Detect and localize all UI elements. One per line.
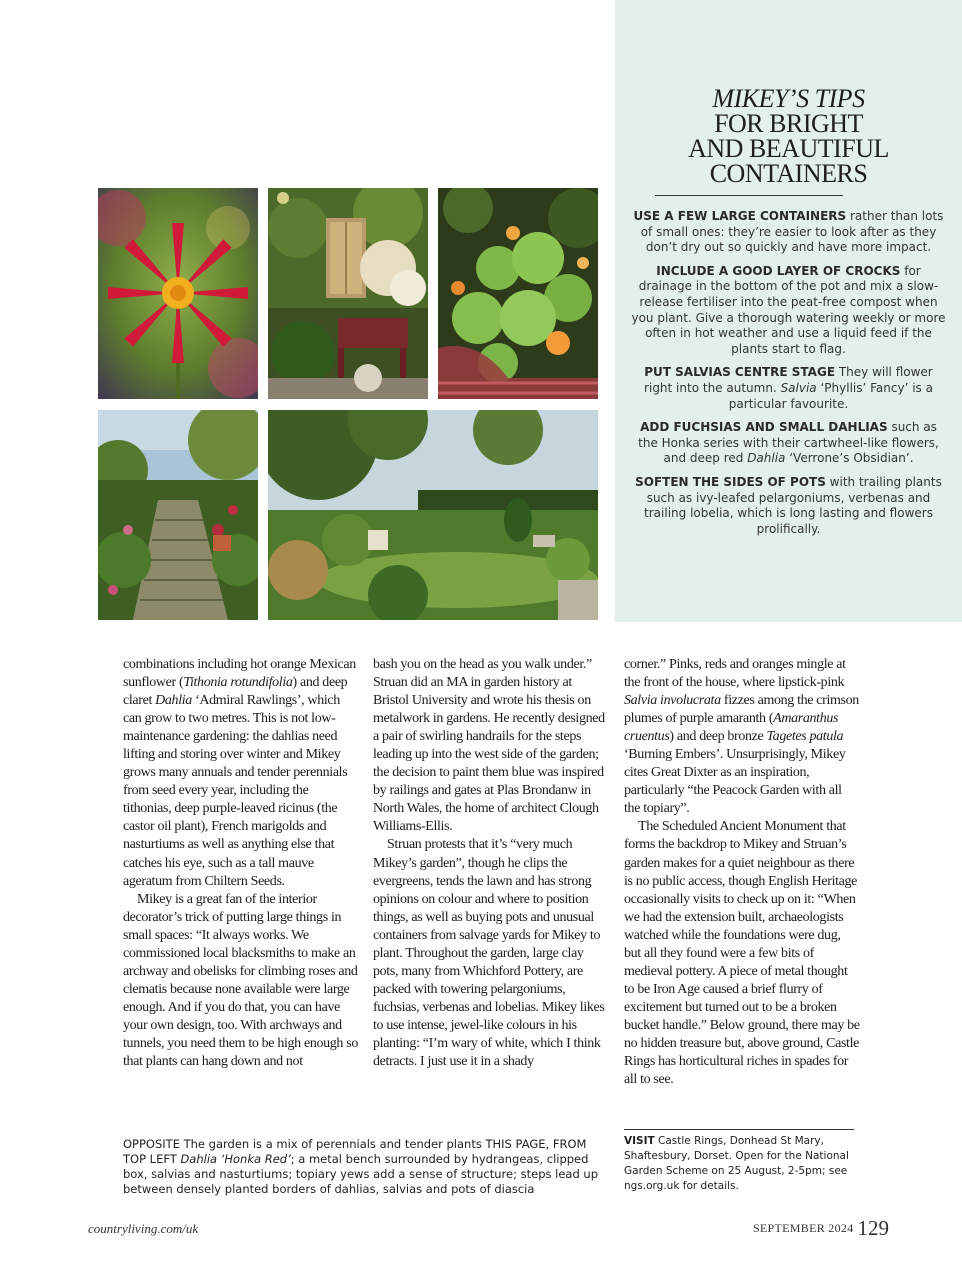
tip-text: such as the Honka series with their cartwheel-like flowers, and deep red	[638, 420, 939, 466]
photo-garden-lawn	[268, 410, 598, 620]
footer-website[interactable]: countryliving.com/uk	[88, 1221, 199, 1236]
caption-text: ; a metal bench surrounded by hydrangeas, clipped box, salvias and nasturtiums; topiary yews add a sense of structure; steps lead up between densely planted borders of dahlias, salvias and pots of diascia	[123, 1152, 599, 1196]
tips-title-line2: FOR BRIGHT	[714, 109, 863, 138]
caption-text: OPPOSITE The garden is a mix of perennials and tender plants THIS PAGE, FROM TOP LEFT	[123, 1137, 587, 1166]
tip-item	[631, 264, 946, 358]
photo-dahlia-honka-red	[98, 188, 258, 399]
text-italic: Tagetes patula	[766, 729, 844, 745]
photo-metal-bench	[268, 188, 428, 399]
tip-italic: Salvia	[780, 380, 817, 395]
tip-item	[631, 209, 946, 256]
caption-italic: Dahlia ‘Honka Red’	[180, 1152, 291, 1166]
tips-title	[615, 86, 962, 186]
text-run: combinations including hot orange Mexican sunflower (	[123, 657, 356, 691]
tip-text: ‘Verrone’s Obsidian’.	[785, 451, 914, 466]
text-italic: Amaranthus cruentus	[624, 711, 839, 745]
article-paragraph: bash you on the head as you walk under.” Struan did an MA in garden history at Bristol University and wrote his thesis on metalwork in gardens. He recently designed a pair of swirling handrails for the steps leading up into the west side of the garden; the decision to paint them blue was inspired by railings and gates at Plas Brondanw in North Wales, the home of architect Clough Williams-Ellis.	[373, 657, 605, 835]
tips-list	[631, 209, 946, 545]
tip-text: with trailing plants such as ivy-leafed pelargoniums, verbenas and trailing lobelia, which is long lasting and flowers prolifically.	[644, 474, 942, 536]
tip-item	[631, 365, 946, 412]
tip-heading: USE A FEW LARGE CONTAINERS	[633, 209, 847, 223]
tip-heading: ADD FUCHSIAS AND SMALL DAHLIAS	[640, 420, 888, 435]
tips-divider	[655, 195, 843, 196]
article-paragraph: Mikey is a great fan of the interior decorator’s trick of putting large things in small spaces: “It always works. We commissioned local blacksmiths to make an archway and obelisks for climbing roses and clematis because none available were large enough. And if you do that, you can have your own design, too. With archways and tunnels, you need them to be high enough so that plants can hang down and not	[123, 891, 358, 1070]
visit-divider	[624, 1129, 854, 1130]
text-run: ‘Admiral Rawlings’, which can grow to two metres. This is not low-maintenance gardening: the dahlias need lifting and storing over winter and Mikey grows many annuals and tender perennials from seed every year, including the tithonias, deep purple-leaved ricinus (the castor oil plant), French marigolds and nasturtiums as well as anything else that catches his eye, such as a tall mauve ageratum from Chiltern Seeds.	[123, 693, 348, 889]
text-run: ) and deep bronze	[669, 729, 767, 745]
text-run: ) and deep claret	[123, 675, 348, 709]
tip-text: They will flower right into the autumn.	[644, 365, 933, 395]
tips-title-line1: MIKEY’S TIPS	[712, 84, 865, 113]
tips-sidebar	[615, 0, 962, 622]
article-column-1	[123, 656, 359, 1071]
article-paragraph: Struan protests that it’s “very much Mikey’s garden”, though he clips the evergreens, tends the lawn and has strong opinions on colour and where to position things, as well as buying pots and unusual containers from salvage yards for Mikey to plant. Throughout the garden, large clay pots, many from Whichford Pottery, are packed with towering pelargoniums, fuchsias, verbenas and lobelias. Mikey likes to use intense, jewel-like colours in his planting: “I’m wary of white, which I think detracts. I just use it in a shady	[373, 837, 605, 1070]
tip-text: for drainage in the bottom of the pot and mix a slow-release fertiliser into the peat-free compost when you plant. Give a thorough watering weekly or more often in hot weather and use a liquid feed if the plants start to flag.	[631, 263, 946, 356]
article-paragraph: The Scheduled Ancient Monument that forms the backdrop to Mikey and Struan’s garden makes for a quiet neighbour as there is no public access, though English Heritage occasionally visits to check up on it: “When we had the extension built, archaeologists watched while the foundations were dug, but all they found were a few bits of medieval pottery. A piece of metal thought to be Iron Age caused a brief flurry of excitement but turned out to be a broken bucket handle.” Below ground, there may be no hidden treasure but, above ground, Castle Rings has horticultural riches in spades for all to see.	[624, 819, 860, 1088]
tip-text: rather than lots of small ones: they’re easier to look after as they don’t dry out so quickly and have more impact.	[640, 209, 944, 255]
tip-text: ‘Phyllis’ Fancy’ is a particular favourite.	[728, 380, 933, 411]
text-italic: Tithonia rotundifolia	[183, 675, 293, 691]
article-paragraph	[624, 656, 860, 818]
page-number: 129	[857, 1216, 889, 1240]
article-paragraph	[123, 656, 359, 891]
footer-issue	[753, 1216, 889, 1241]
article-column-3	[624, 656, 860, 1089]
article-column-2	[373, 656, 609, 1071]
tips-title-line3: AND BEAUTIFUL	[688, 134, 889, 163]
visit-info	[624, 1134, 856, 1194]
photo-caption	[123, 1137, 611, 1197]
text-run: fizzes among the crimson plumes of purple amaranth (	[624, 693, 859, 727]
photo-nasturtiums	[438, 188, 598, 399]
visit-label: VISIT	[624, 1135, 655, 1147]
text-italic: Dahlia	[155, 693, 192, 709]
tip-italic: Dahlia	[747, 451, 786, 466]
tip-item	[631, 475, 946, 537]
tip-heading: SOFTEN THE SIDES OF POTS	[635, 474, 826, 489]
text-run: corner.” Pinks, reds and oranges mingle at the front of the house, where lipstick-pink	[624, 657, 846, 691]
visit-text: Castle Rings, Donhead St Mary, Shaftesbury, Dorset. Open for the National Garden Scheme on 25 August, 2-5pm; see ngs.org.uk for details.	[624, 1135, 849, 1192]
tips-title-line4: CONTAINERS	[709, 159, 868, 188]
text-run: ‘Burning Embers’. Unsurprisingly, Mikey cites Great Dixter as an inspiration, particularly “the Peacock Garden with all the topiary”.	[624, 747, 846, 817]
issue-date: SEPTEMBER 2024	[752, 1221, 854, 1235]
tip-item	[631, 420, 946, 467]
tip-heading: PUT SALVIAS CENTRE STAGE	[644, 365, 836, 380]
text-italic: Salvia involucrata	[624, 693, 721, 709]
photo-garden-steps	[98, 410, 258, 620]
tip-heading: INCLUDE A GOOD LAYER OF CROCKS	[656, 263, 901, 278]
